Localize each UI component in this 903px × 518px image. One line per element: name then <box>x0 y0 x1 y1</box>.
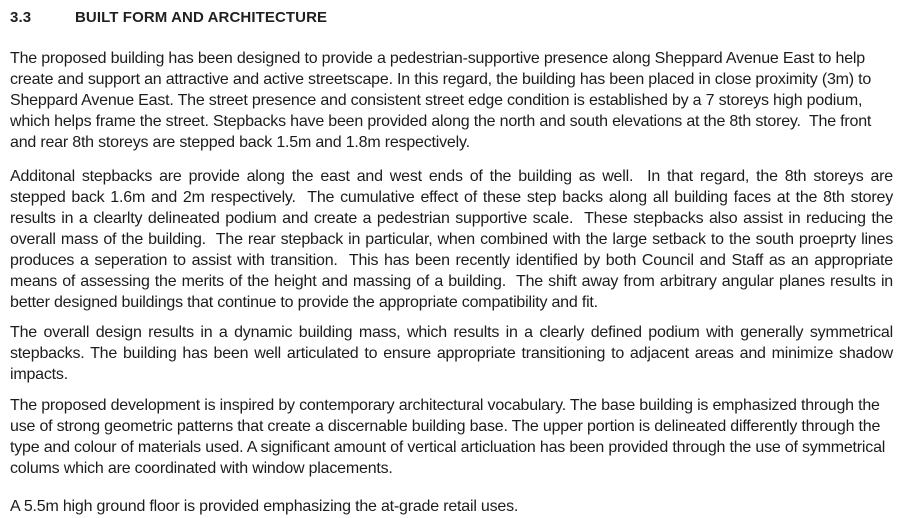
paragraph-built-form-5: A 5.5m high ground floor is provided emphasizing the at-grade retail uses. <box>10 498 519 515</box>
section-heading <box>10 10 893 26</box>
paragraph-built-form-1: The proposed building has been designed to provide a pedestrian-supportive presence along Sheppard Avenue East to help create and support an attractive and active streetscape. In this regard, the building has been placed in close proximity (3m) to Sheppard Avenue East. The street presence and consistent street edge condition is established by a 7 storeys high podium, which helps frame the street. Stepbacks have been provided along the north and south elevations at the 8th storey. The front and rear 8th storeys are stepped back 1.5m and 1.8m respectively. <box>10 50 876 151</box>
paragraph-built-form-2: Additonal stepbacks are provide along the east and west ends of the building as well. In that regard, the 8th storeys are stepped back 1.6m and 2m respectively. The cumulative effect of these step backs along all building faces at the 8th storey results in a clearlty delineated podium and create a pedestrian supportive scale. These stepbacks also assist in reducing the overall mass of the building. The rear stepback in particular, when combined with the large setback to the south proeprty lines produces a seperation to assist with transition. This has been recently identified by both Council and Staff as an appropriate means of assessing the merits of the height and massing of a building. The shift away from arbitrary angular planes results in better designed buildings that continue to provide the appropriate compatibility and fit. <box>10 168 898 311</box>
section-title: BUILT FORM AND ARCHITECTURE <box>75 9 328 26</box>
section-number: 3.3 <box>10 9 32 26</box>
paragraph-built-form-3: The overall design results in a dynamic building mass, which results in a clearly defined podium with generally symmetrical stepbacks. The building has been well articulated to ensure appropriate transitioning to adjacent areas and minimize shadow impacts. <box>10 324 898 383</box>
paragraph-built-form-4: The proposed development is inspired by contemporary architectural vocabulary. The base building is emphasized through the use of strong geometric patterns that create a discernable building base. The upper portion is delineated differently through the type and colour of materials used. A significant amount of vertical articluation has been provided through the use of symmetrical colums which are coordinated with window placements. <box>10 397 890 477</box>
